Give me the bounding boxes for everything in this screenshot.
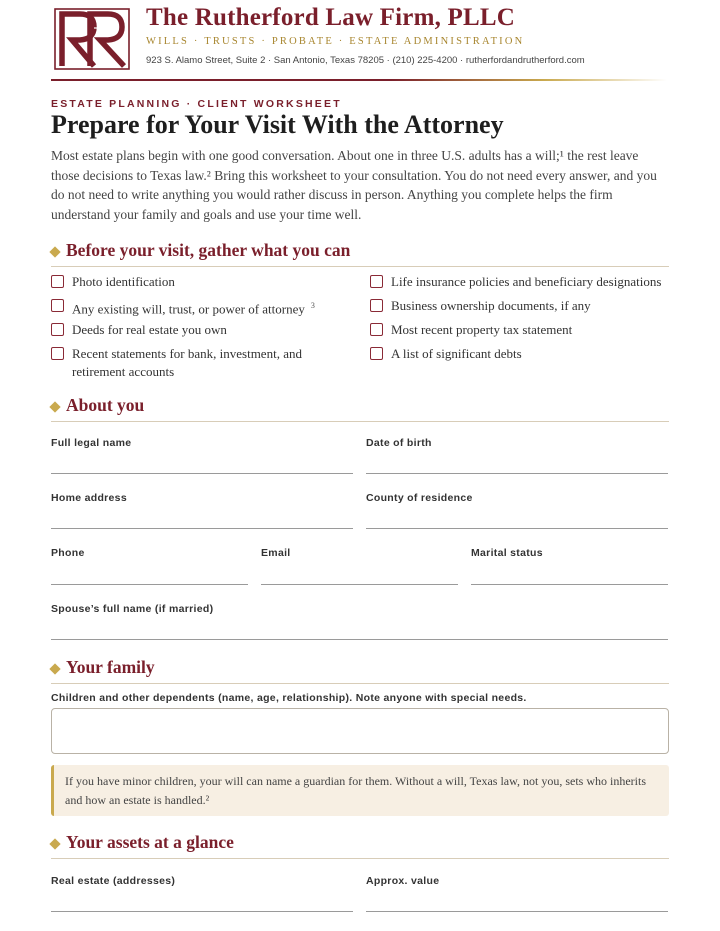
- checklist-item: [51, 297, 351, 318]
- address-field[interactable]: [51, 528, 353, 529]
- section-assets: [51, 832, 669, 859]
- full-name-label: Full legal name: [51, 437, 132, 449]
- diamond-bullet-icon: [49, 246, 60, 257]
- section-about: [51, 395, 669, 422]
- checkbox[interactable]: [51, 347, 64, 360]
- checkbox[interactable]: [51, 275, 64, 288]
- page-title: Prepare for Your Visit With the Attorney: [51, 110, 504, 139]
- firm-tagline: WILLS · TRUSTS · PROBATE · ESTATE ADMINISTRATION: [146, 36, 525, 47]
- diamond-bullet-icon: [49, 663, 60, 674]
- checkbox[interactable]: [370, 275, 383, 288]
- section-title: Your family: [66, 657, 155, 677]
- checklist-label: Most recent property tax statement: [391, 322, 573, 337]
- firm-contact: 923 S. Alamo Street, Suite 2 · San Antonio, Texas 78205 · (210) 225-4200 · rutherfordandrutherford.com: [146, 55, 585, 66]
- checklist-item: [370, 345, 670, 363]
- phone-label: Phone: [51, 547, 85, 559]
- checklist-label: A list of significant debts: [391, 346, 522, 361]
- worksheet-eyebrow: ESTATE PLANNING · CLIENT WORKSHEET: [51, 98, 342, 110]
- checklist-item: [370, 297, 670, 315]
- checkbox[interactable]: [51, 299, 64, 312]
- value-field[interactable]: [366, 911, 668, 912]
- value-label: Approx. value: [366, 875, 440, 887]
- county-label: County of residence: [366, 492, 473, 504]
- checklist-label: Recent statements for bank, investment, and retirement accounts: [72, 346, 302, 379]
- real-estate-field[interactable]: [51, 911, 353, 912]
- dob-label: Date of birth: [366, 437, 432, 449]
- section-title: Your assets at a glance: [66, 832, 234, 852]
- checkbox[interactable]: [51, 323, 64, 336]
- checklist-label: Any existing will, trust, or power of attorney $^3$: [72, 301, 315, 317]
- checklist-label: Deeds for real estate you own: [72, 322, 227, 337]
- marital-status-label: Marital status: [471, 547, 543, 559]
- diamond-bullet-icon: [49, 401, 60, 412]
- intro-paragraph: Most estate plans begin with one good conversation. About one in three U.S. adults has a will;¹ the rest leave those decisions to Texas law.² Bring this worksheet to your consultation. You do not need every answer, and you do not need to write anything you would rather discuss in person. Anything you complete helps the firm understand your family and goals and use your time well.: [51, 148, 657, 222]
- checkbox[interactable]: [370, 323, 383, 336]
- section-title: About you: [66, 395, 145, 415]
- section-title: Before your visit, gather what you can: [66, 240, 351, 260]
- address-label: Home address: [51, 492, 127, 504]
- checklist-item: [51, 321, 341, 339]
- checklist-item: [370, 321, 670, 339]
- full-name-field[interactable]: [51, 473, 353, 474]
- real-estate-label: Real estate (addresses): [51, 875, 176, 887]
- diamond-bullet-icon: [49, 838, 60, 849]
- checkbox[interactable]: [370, 299, 383, 312]
- checklist-item: [51, 273, 341, 291]
- checklist-item: [51, 345, 316, 380]
- spouse-name-label: Spouse’s full name (if married): [51, 603, 214, 615]
- footnote-marker: 3: [310, 301, 315, 310]
- header-divider: [51, 79, 667, 81]
- checklist-label: Business ownership documents, if any: [391, 298, 591, 313]
- callout-text: If you have minor children, your will can name a guardian for them. Without a will, Texas law, not you, sets who inherits and how an estate is handled.²: [65, 774, 646, 807]
- checklist-item: [370, 273, 670, 291]
- phone-field[interactable]: [51, 584, 248, 585]
- children-label: Children and other dependents (name, age, relationship). Note anyone with special needs.: [51, 692, 527, 704]
- firm-name: The Rutherford Law Firm, PLLC: [146, 4, 515, 31]
- section-family: [51, 657, 669, 684]
- email-field[interactable]: [261, 584, 458, 585]
- email-label: Email: [261, 547, 291, 559]
- guardian-callout: [51, 765, 669, 816]
- section-gather: [51, 240, 669, 267]
- firm-logo: [54, 8, 130, 70]
- dob-field[interactable]: [366, 473, 668, 474]
- county-field[interactable]: [366, 528, 668, 529]
- spouse-name-field[interactable]: [51, 639, 668, 640]
- children-textarea[interactable]: [51, 708, 669, 754]
- checklist-label: Photo identification: [72, 274, 175, 289]
- marital-status-field[interactable]: [471, 584, 668, 585]
- checklist-label: Life insurance policies and beneficiary designations: [391, 274, 662, 289]
- checkbox[interactable]: [370, 347, 383, 360]
